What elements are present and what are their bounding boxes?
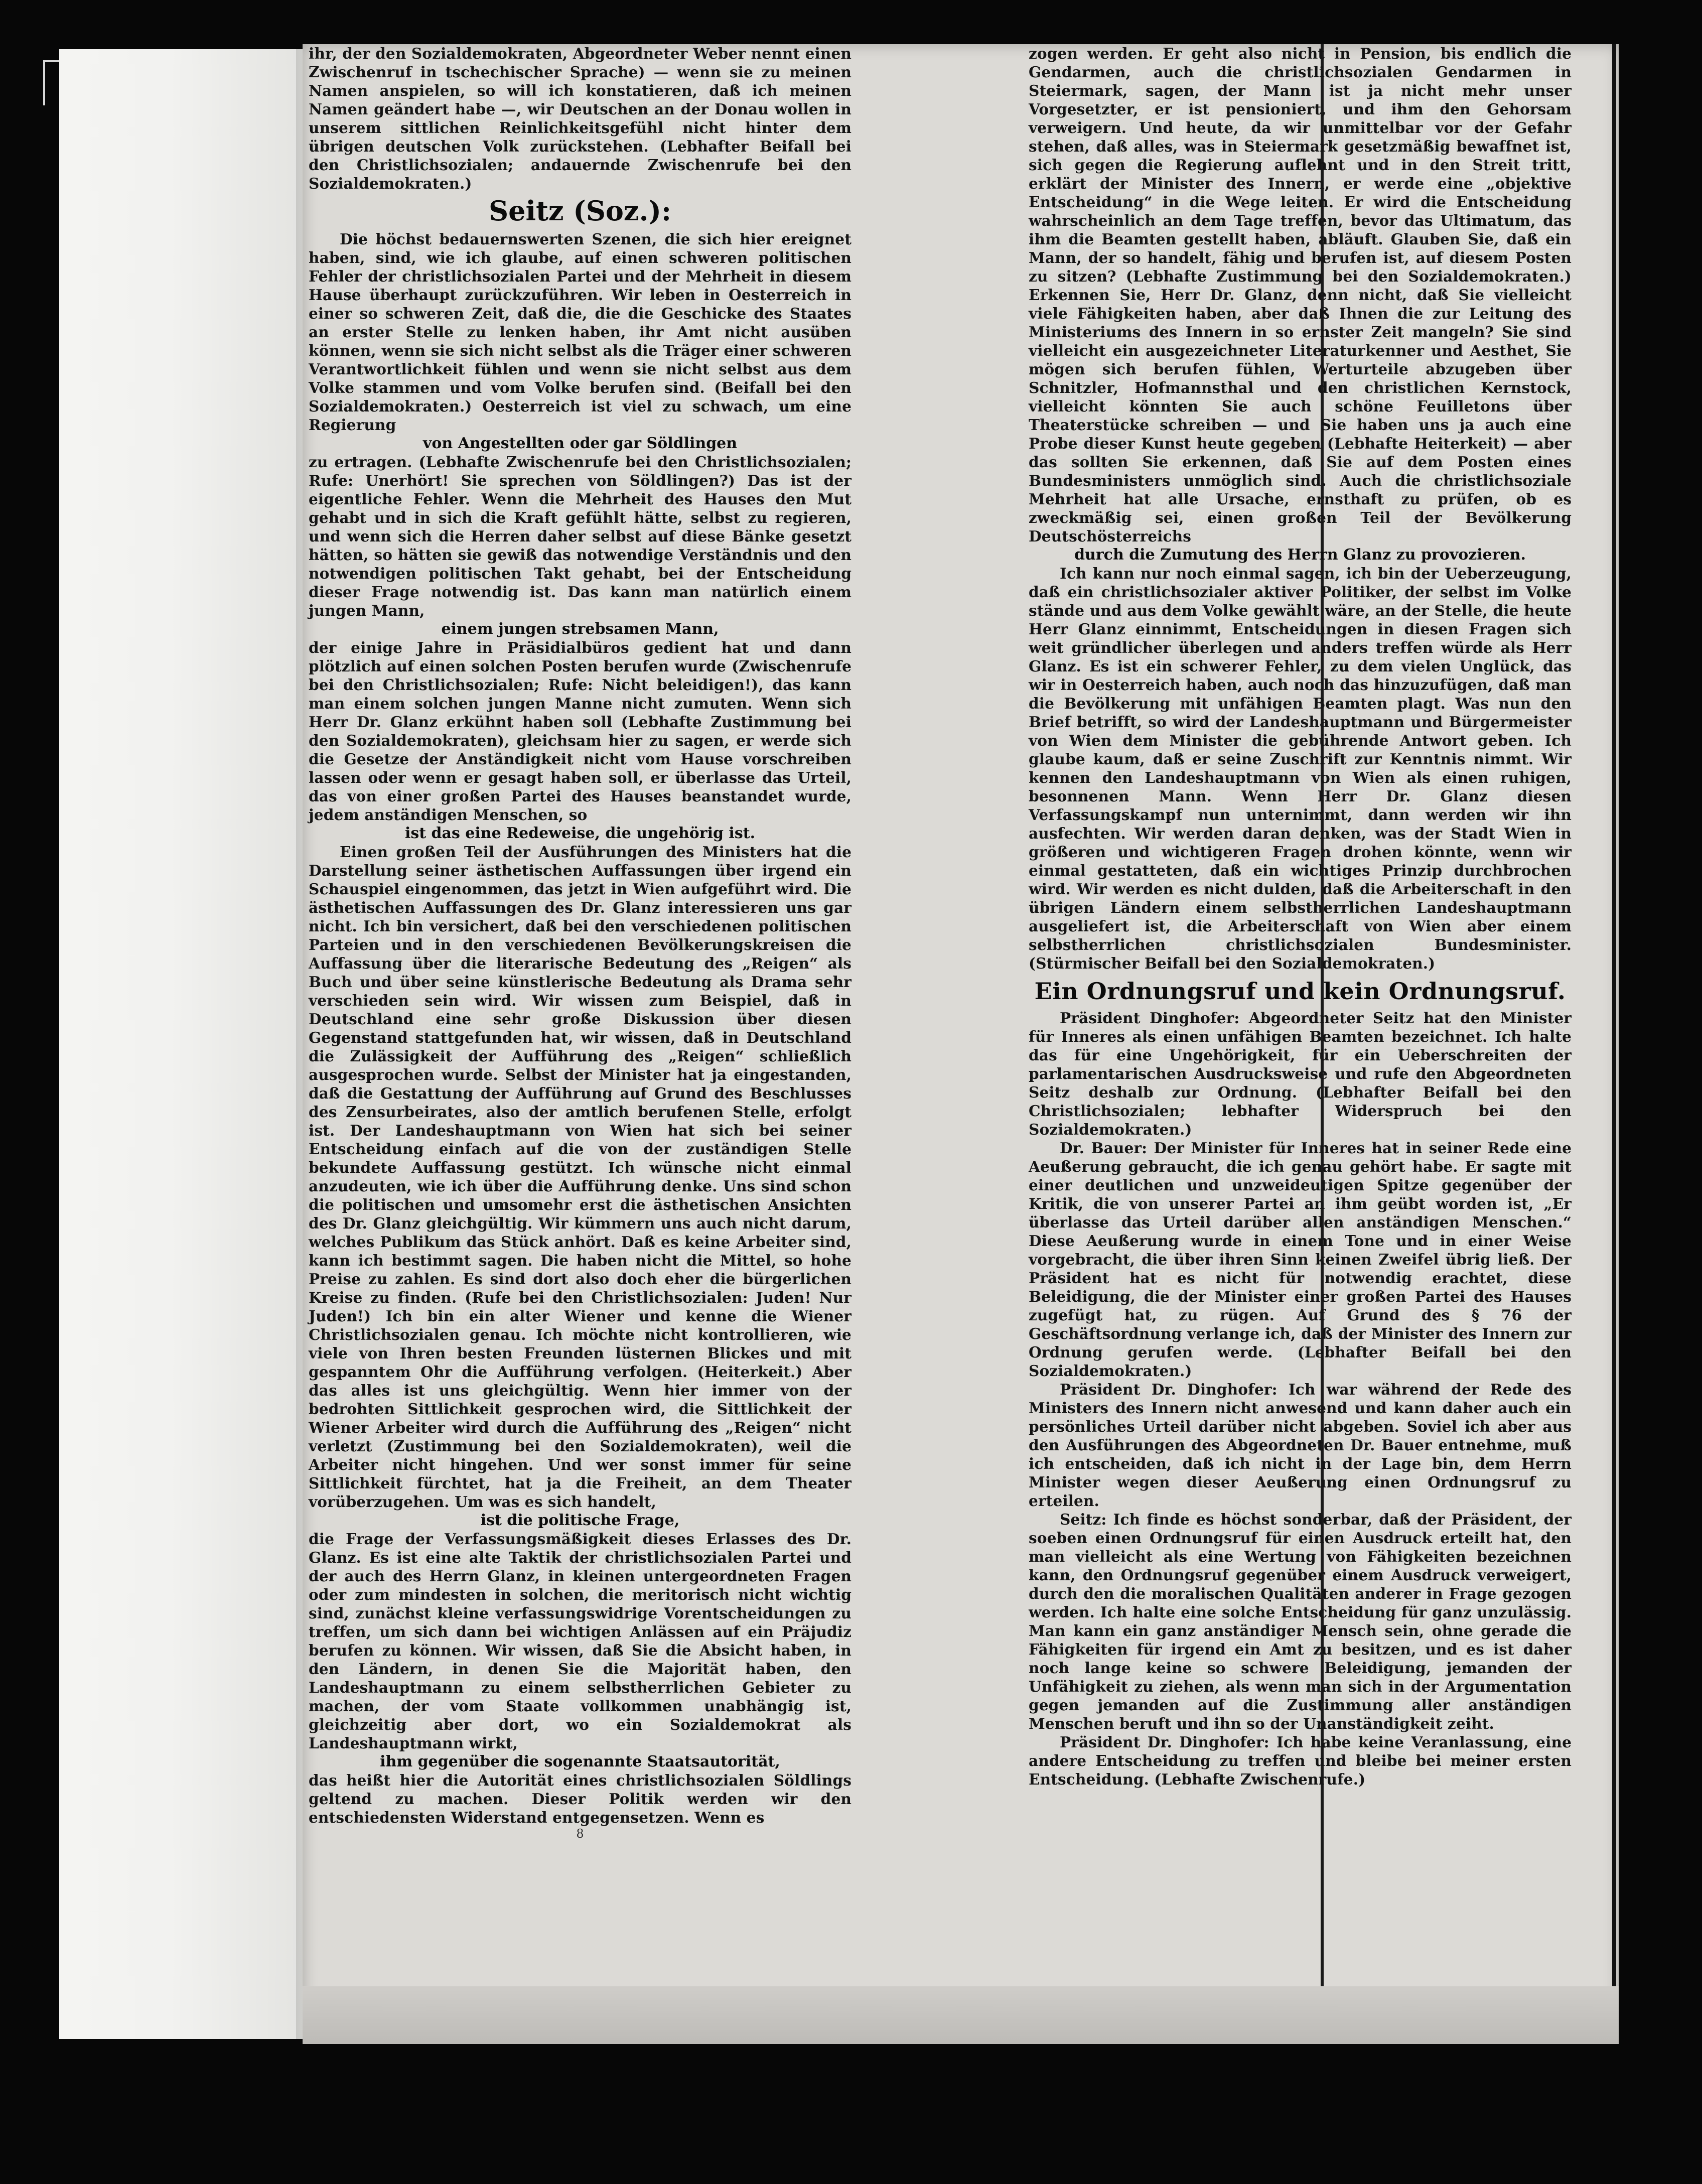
left-subheading-4: ist die politische Frage, — [480, 1512, 680, 1529]
right-subheading-1: durch die Zumutung des Herrn Glanz zu provozieren. — [1074, 546, 1526, 564]
right-paragraph-7: Präsident Dr. Dinghofer: Ich habe keine Veranlassung, eine andere Entscheidung zu treffen und bleibe bei meiner ersten Entscheidung. (Lebhafte Zwischenrufe.) — [1029, 1733, 1572, 1788]
clipping-bottom-edge — [303, 1986, 1619, 2044]
left-subheading-3: ist das eine Redeweise, die ungehörig ist. — [404, 825, 756, 842]
newspaper-clipping — [303, 44, 1619, 2044]
right-paragraph-6: Seitz: Ich finde es höchst sonderbar, daß der Präsident, der soeben einen Ordnungsruf für einen Ausdruck erteilt hat, den man vielleicht als eine Wertung von Fähigkeiten bezeichnen kann, den Ordnungsruf gegenüber einem Ausdruck verweigert, durch den die moralischen Qualitäten anderer in Frage gezogen werden. Ich halte eine solche Entscheidung für ganz unzulässig. Man kann ein ganz anständiger Mensch sein, ohne gerade die Fähigkeiten für irgend ein Amt zu besitzen, und es ist daher noch lange keine so schwere Beleidigung, jemanden der Unfähigkeit zu ziehen, als wenn man sich in der Argumentation gegen jemanden auf die Zustimmung aller anständigen Menschen beruft und ihn so der Unanständigkeit zeiht. — [1029, 1511, 1572, 1732]
film-edge — [59, 49, 300, 2039]
left-paragraph-6: die Frage der Verfassungsmäßigkeit dieses Erlasses des Dr. Glanz. Es ist eine alte Taktik der christlichsozialen Partei und der auch des Herrn Glanz, in kleinen untergeordneten Fragen oder zum mindesten in solchen, die meritorisch nicht wichtig sind, zunächst kleine verfassungswidrige Vorentscheidungen zu treffen, um sich dann bei wichtigen Anlässen auf ein Präjudiz berufen zu können. Wir wissen, daß Sie die Absicht haben, in den Ländern, in denen Sie die Majorität haben, den Landeshauptmann zu einem selbstherrlichen Gebieter zu machen, der vom Staate vollkommen unabhängig ist, gleichzeitig aber dort, wo ein Sozialdemokrat als Landeshauptmann wirkt, — [309, 1530, 852, 1752]
footer-mark: 8 — [576, 1827, 584, 1841]
right-paragraph-2: Ich kann nur noch einmal sagen, ich bin der Ueberzeugung, daß ein christlichsozialer aktiver Politiker, der selbst im Volke stände und aus dem Volke gewählt wäre, an der Stelle, die heute Herr Glanz einnimmt, Entscheidungen in diesen Fragen sich weit gründlicher überlegen und anders treffen würde als Herr Glanz. Es ist ein schwerer Fehler, zu dem vielen Unglück, das wir in Oesterreich haben, auch noch das hinzuzufügen, daß man die Bevölkerung mit unfähigen Beamten plagt. Was nun den Brief betrifft, so wird der Landeshauptmann und Bürgermeister von Wien dem Minister die gebührende Antwort geben. Ich glaube kaum, daß er seine Zuschrift zur Kenntnis nimmt. Wir kennen den Landeshauptmann von Wien als einen ruhigen, besonnenen Mann. Wenn Herr Dr. Glanz diesen Verfassungskampf nun unternimmt, dann werden wir ihn ausfechten. Wir werden daran denken, was der Stadt Wien in größeren und wichtigeren Fragen drohen könnte, wenn wir einmal gestatteten, daß ein wichtiges Prinzip durchbrochen wird. Wir werden es nicht dulden, daß die Arbeiterschaft in den übrigen Ländern einem selbstherrlichen Landeshauptmann ausgeliefert ist, die Arbeiterschaft von Wien aber einem selbstherrlichen christlichsozialen Bundesminister. (Stürmischer Beifall bei den Sozialdemokraten.) — [1029, 565, 1572, 972]
left-paragraph-7: das heißt hier die Autorität eines christlichsozialen Söldlings geltend zu machen. Dieser Politik werden wir den entschiedensten Widerstand entgegensetzen. Wenn es — [309, 1771, 852, 1826]
speaker-heading: Seitz (Soz.): — [489, 195, 671, 227]
right-paragraph-3: Präsident Dinghofer: Abgeordneter Seitz hat den Minister für Inneres als einen unfähigen Beamten bezeichnet. Ich halte das für eine Ungehörigkeit, für ein Ueberschreiten der parlamentarischen Ausdrucksweise und rufe den Abgeordneten Seitz deshalb zur Ordnung. (Lebhafter Beifall bei den Christlichsozialen; lebhafter Widerspruch bei den Sozialdemokraten.) — [1029, 1009, 1572, 1138]
left-paragraph-2: Die höchst bedauernswerten Szenen, die sich hier ereignet haben, sind, wie ich glaube, auf einen schweren politischen Fehler der christlichsozialen Partei und der Mehrheit in diesem Hause überhaupt zurückzuführen. Wir leben in Oesterreich in einer so schweren Zeit, daß die, die die Geschicke des Staates an erster Stelle zu lenken haben, ihr Amt nicht ausüben können, wenn sie sich nicht selbst als die Träger einer schweren Verantwortlichkeit fühlen und wenn sie nicht selbst aus dem Volke stammen und vom Volke berufen sind. (Beifall bei den Sozialdemokraten.) Oesterreich ist viel zu schwach, um eine Regierung — [309, 230, 852, 434]
left-subheading-1: von Angestellten oder gar Söldlingen — [422, 435, 738, 452]
section-heading: Ein Ordnungsruf und kein Ordnungsruf. — [1034, 978, 1566, 1005]
right-paragraph-5: Präsident Dr. Dinghofer: Ich war während der Rede des Ministers des Innern nicht anwesend und kann daher auch ein persönliches Urteil darüber nicht abgeben. Soviel ich aber aus den Ausführungen des Abgeordneten Dr. Bauer entnehme, muß ich entscheiden, daß ich nicht in der Lage bin, dem Herrn Minister wegen dieser Aeußerung einen Ordnungsruf zu erteilen. — [1029, 1381, 1572, 1510]
right-paragraph-1: zogen werden. Er geht also nicht in Pension, bis endlich die Gendarmen, auch die christlichsozialen Gendarmen in Steiermark, sagen, der Mann ist ja nicht mehr unser Vorgesetzter, er ist pensioniert, und ihm den Gehorsam verweigern. Und heute, da wir unmittelbar vor der Gefahr stehen, daß alles, was in Steiermark gesetzmäßig bewaffnet ist, sich gegen die Regierung auflehnt und in den Streit tritt, erklärt der Minister des Innern, er werde eine „objektive Entscheidung“ in die Wege leiten. Er wird die Entscheidung wahrscheinlich an dem Tage treffen, bevor das Ultimatum, das ihm die Beamten gestellt haben, abläuft. Glauben Sie, daß ein Mann, der so handelt, fähig und berufen ist, auf diesem Posten zu sitzen? (Lebhafte Zustimmung bei den Sozialdemokraten.) Erkennen Sie, Herr Dr. Glanz, denn nicht, daß Sie vielleicht viele Fähigkeiten haben, aber daß Ihnen die zur Leitung des Ministeriums des Innern in so ernster Zeit mangeln? Sie sind vielleicht ein ausgezeichneter Literaturkenner und Aesthet, Sie mögen sich berufen fühlen, Werturteile abzugeben über Schnitzler, Hofmannsthal und den christlichen Kernstock, vielleicht könnten Sie auch schöne Feuilletons über Theaterstücke schreiben — und Sie haben uns ja auch eine Probe dieser Kunst heute gegeben (Lebhafte Heiterkeit) — aber das sollten Sie erkennen, daß Sie auf dem Posten eines Bundesministers unmöglich sind. Auch die christlichsoziale Mehrheit hat alle Ursache, ernsthaft zu prüfen, ob es zweckmäßig sei, einen großen Teil der Bevölkerung Deutschösterreichs — [1029, 45, 1572, 545]
left-subheading-5: ihm gegenüber die sogenannte Staatsautorität, — [380, 1753, 780, 1770]
left-paragraph-3: zu ertragen. (Lebhafte Zwischenrufe bei den Christlichsozialen; Rufe: Unerhört! Sie sprechen von Söldlingen?) Das ist der eigentliche Fehler. Wenn die Mehrheit des Hauses den Mut gehabt und in sich die Kraft gefühlt hätte, selbst zu regieren, und wenn sich die Herren daher selbst auf diese Bänke gesetzt hätten, so hätten sie gewiß das notwendige Verständnis und den notwendigen politischen Takt gehabt, bei der Entscheidung dieser Frage notwendig ist. Das kann man natürlich einem jungen Mann, — [309, 453, 852, 619]
left-subheading-2: einem jungen strebsamen Mann, — [441, 620, 719, 638]
left-paragraph-5: Einen großen Teil der Ausführungen des Ministers hat die Darstellung seiner ästhetischen Auffassungen über irgend ein Schauspiel eingenommen, das jetzt in Wien aufgeführt wird. Die ästhetischen Auffassungen des Dr. Glanz interessieren uns gar nicht. Ich bin versichert, daß bei den verschiedenen politischen Parteien und in den verschiedenen Bevölkerungskreisen die Auffassung über die literarische Bedeutung des „Reigen“ als Buch und über seine künstlerische Bedeutung als Drama sehr verschieden sein wird. Wir wissen zum Beispiel, daß in Deutschland eine sehr große Diskussion über diesen Gegenstand stattgefunden hat, wir wissen, daß in Deutschland die Zulässigkeit der Aufführung des „Reigen“ schließlich ausgesprochen wurde. Selbst der Minister hat ja eingestanden, daß die Gestattung der Aufführung auf Grund des Beschlusses des Zensurbeirates, also der amtlich berufenen Stelle, erfolgt ist. Der Landeshauptmann von Wien hat sich bei seiner Entscheidung einfach auf die von der zuständigen Stelle bekundete Auffassung gestützt. Ich wünsche nicht einmal anzudeuten, wie ich über die Aufführung denke. Uns sind schon die politischen und umsomehr erst die ästhetischen Ansichten des Dr. Glanz gleichgültig. Wir kümmern uns auch nicht darum, welches Publikum das Stück anhört. Daß es keine Arbeiter sind, kann ich bestimmt sagen. Die haben nicht die Mittel, so hohe Preise zu zahlen. Es sind dort also doch eher die bürgerlichen Kreise zu finden. (Rufe bei den Christlichsozialen: Juden! Nur Juden!) Ich bin ein alter Wiener und kenne die Wiener Christlichsozialen genau. Ich möchte nicht kontrollieren, wie viele von Ihren besten Freunden lüsternen Blickes und mit gespanntem Ohr die Aufführung verfolgen. (Heiterkeit.) Aber das alles ist uns gleichgültig. Wenn hier immer von der bedrohten Sittlichkeit gesprochen wird, die Sittlichkeit der Wiener Arbeiter wird durch die Aufführung des „Reigen“ nicht verletzt (Zustimmung bei den Sozialdemokraten), weil die Arbeiter nicht hingehen. Und wer sonst immer für seine Sittlichkeit fürchtet, hat ja die Freiheit, an dem Theater vorüberzugehen. Um was es sich handelt, — [309, 843, 852, 1511]
right-column — [1029, 44, 1572, 1789]
left-paragraph-4: der einige Jahre in Präsidialbüros gedient hat und dann plötzlich auf einen solchen Posten berufen wurde (Zwischenrufe bei den Christlichsozialen; Rufe: Nicht beleidigen!), das kann man einem solchen jungen Manne nicht zumuten. Wenn sich Herr Dr. Glanz erkühnt haben soll (Lebhafte Zustimmung bei den Sozialdemokraten), gleichsam hier zu sagen, er werde sich die Gesetze der Anständigkeit nicht vom Hause vorschreiben lassen oder wenn er gesagt haben soll, er überlasse das Urteil, das von einer großen Partei des Hauses beanstandet wurde, jedem anständigen Menschen, so — [309, 639, 852, 824]
left-column — [309, 44, 852, 1841]
clipping-right-edge — [1612, 44, 1616, 2031]
left-paragraph-1: ihr, der den Sozialdemokraten, Abgeordneter Weber nennt einen Zwischenruf in tschechischer Sprache) — wenn sie zu meinen Namen anspielen, so will ich konstatieren, daß ich meinen Namen geändert habe —, wir Deutschen an der Donau wollen in unserem sittlichen Reinlichkeitsgefühl nicht hinter dem übrigen deutschen Volk zurückstehen. (Lebhafter Beifall bei den Christlichsozialen; andauernde Zwischenrufe bei den Sozialdemokraten.) — [309, 45, 852, 192]
right-paragraph-4: Dr. Bauer: Der Minister für Inneres hat in seiner Rede eine Aeußerung gebraucht, die ich genau gehört habe. Er sagte mit einer deutlichen und unzweideutigen Spitze gegenüber der Kritik, die von unserer Partei an ihm geübt worden ist, „Er überlasse das Urteil darüber allen anständigen Menschen.“ Diese Aeußerung wurde in einem Tone und in einer Weise vorgebracht, die über ihren Sinn keinen Zweifel übrig ließ. Der Präsident hat es nicht für notwendig erachtet, diese Beleidigung, die der Minister einer großen Partei des Hauses zugefügt hat, zu rügen. Auf Grund des § 76 der Geschäftsordnung verlange ich, daß der Minister des Innern zur Ordnung gerufen werde. (Lebhafter Beifall bei den Sozialdemokraten.) — [1029, 1139, 1572, 1380]
